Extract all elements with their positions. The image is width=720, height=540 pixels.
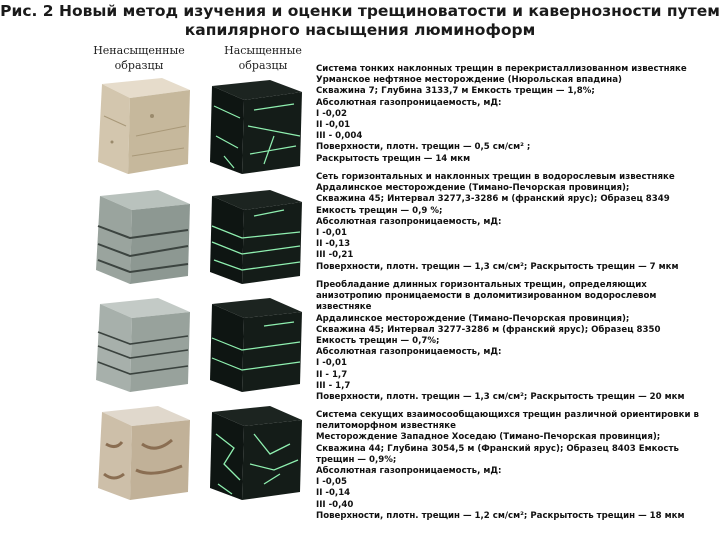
sample-3-line: I -0,01 (316, 358, 347, 369)
sample-4-line: Поверхности, плотн. трещин — 1,2 см/см²; Раскрытость трещин — 18 мкм (316, 510, 685, 521)
sample-1-line: II -0,01 (316, 120, 351, 131)
sample-4-line: III -0,40 (316, 499, 354, 510)
sample-1-line: Поверхности, плотн. трещин — 0,5 см/см² ; (316, 142, 531, 153)
saturated-header-line-2: образцы (238, 59, 288, 72)
sample-3-line: Емкость трещин — 0,7%; (316, 336, 440, 347)
saturated-column-header (212, 43, 314, 73)
sample-3-line: II - 1,7 (316, 369, 348, 380)
sample-2-line: III -0,21 (316, 250, 354, 261)
sample-3-saturated-cube (204, 296, 304, 396)
sample-1-line: I -0,02 (316, 108, 347, 119)
sample-4-description (316, 410, 712, 522)
sample-4-unsaturated-cube (92, 404, 192, 504)
sample-3-line: Скважина 45; Интервал 3277-3286 м (франский ярус); Образец 8350 (316, 324, 661, 335)
sample-3-line: III - 1,7 (316, 380, 351, 391)
sample-4-saturated-cube (204, 404, 304, 504)
sample-2-line: Сеть горизонтальных и наклонных трещин в водорослевым известняке (316, 172, 675, 182)
sample-4-line: II -0,14 (316, 488, 351, 499)
sample-3-description (316, 280, 712, 403)
sample-3-line: Ардалинское месторождение (Тимано-Печорская провинция); (316, 313, 630, 324)
sample-1-saturated-cube (204, 76, 304, 176)
sample-4-line: Скважина 44; Глубина 3054,5 м (Франский ярус); Образец 8403 Емкость трещин — 0,9%; (316, 443, 679, 465)
sample-3-line: Абсолютная газопроницаемость, мД: (316, 347, 502, 358)
sample-4-line: Абсолютная газопроницаемость, мД: (316, 466, 502, 477)
sample-3-line: Преобладание длинных горизонтальных трещин, определяющих анизотропию проницаемости в доломитизированном водорослевом известняке (316, 280, 657, 313)
sample-3-line: Поверхности, плотн. трещин — 1,3 см/см²; Раскрытость трещин — 20 мкм (316, 392, 685, 403)
sample-1-line: Скважина 7; Глубина 3133,7 м Емкость трещин — 1,8%; (316, 86, 595, 97)
figure-title-line-2: капилярного насыщения люминоформ (184, 21, 536, 39)
unsaturated-header-line-1: Ненасыщенные (93, 44, 185, 57)
sample-4-line: Месторождение Западное Хоседаю (Тимано-Печорская провинция); (316, 432, 661, 443)
sample-2-line: Ардалинское месторождение (Тимано-Печорская провинция); (316, 183, 630, 194)
sample-2-line: Поверхности, плотн. трещин — 1,3 см/см²; Раскрытость трещин — 7 мкм (316, 261, 679, 272)
sample-4-line: Система секущих взаимосообщающихся трещин различной ориентировки в пелитоморфном известняке (316, 410, 699, 432)
sample-1-line: Раскрытость трещин — 14 мкм (316, 153, 471, 164)
sample-2-line: II -0,13 (316, 239, 351, 250)
sample-1-unsaturated-cube (92, 76, 192, 176)
sample-3-unsaturated-cube (92, 296, 192, 396)
sample-2-line: I -0,01 (316, 228, 347, 239)
sample-1-line: III - 0,004 (316, 131, 363, 142)
sample-2-description (316, 172, 712, 273)
saturated-header-line-1: Насыщенные (224, 44, 302, 57)
sample-4-line: I -0,05 (316, 477, 347, 488)
figure-title (0, 2, 720, 40)
sample-1-line: Система тонких наклонных трещин в перекристаллизованном известняке (316, 64, 687, 74)
sample-1-line: Урманское нефтяное месторождение (Нюрольская впадина) (316, 75, 622, 86)
sample-1-line: Абсолютная газопроницаемость, мД: (316, 97, 502, 108)
sample-1-description (316, 64, 712, 165)
sample-2-line: Скважина 45; Интервал 3277,3-3286 м (франский ярус); Образец 8349 Емкость трещин — 0,9 %; (316, 194, 670, 216)
unsaturated-column-header (88, 43, 190, 73)
sample-2-line: Абсолютная газопроницаемость, мД: (316, 216, 502, 227)
sample-2-saturated-cube (204, 186, 304, 286)
figure-title-line-1: Рис. 2 Новый метод изучения и оценки трещиноватости и кавернозности путем (0, 2, 720, 20)
unsaturated-header-line-2: образцы (114, 59, 164, 72)
sample-2-unsaturated-cube (92, 186, 192, 286)
